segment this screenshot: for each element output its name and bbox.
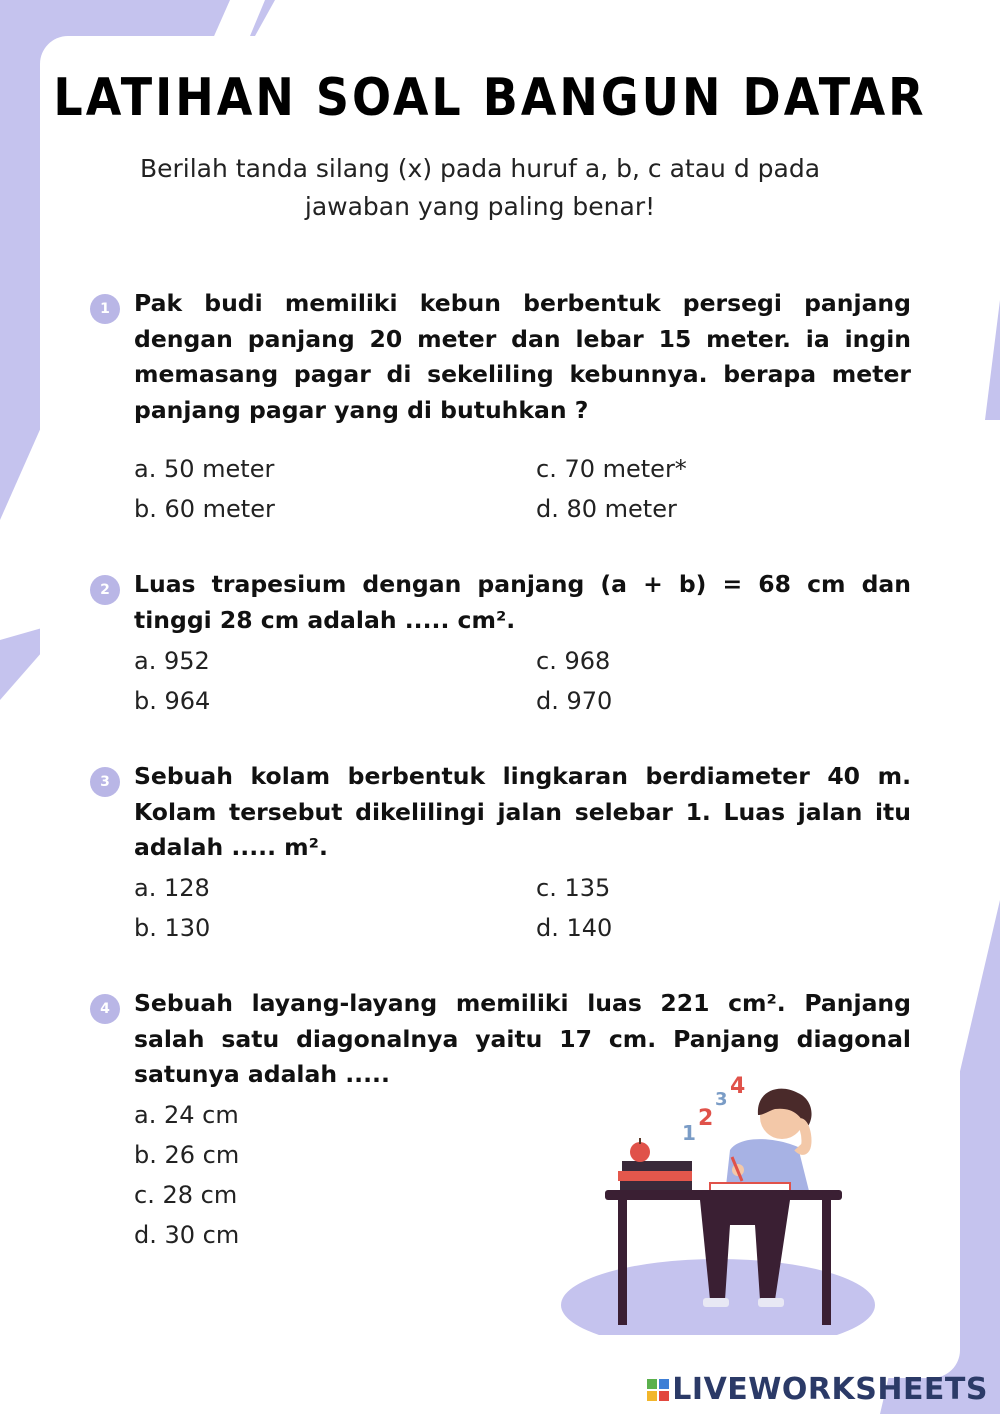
question-number-badge: 1 <box>90 294 120 324</box>
answer-option[interactable]: a. 50 meter <box>134 455 275 483</box>
liveworksheets-logo-icon <box>647 1379 669 1401</box>
answer-option[interactable]: c. 135 <box>536 874 611 902</box>
floating-number: 3 <box>715 1089 728 1110</box>
answer-option[interactable]: a. 128 <box>134 874 210 902</box>
brand-logo[interactable] <box>647 1372 988 1407</box>
page-title: LATIHAN SOAL BANGUN DATAR <box>53 66 927 128</box>
question-number-badge: 2 <box>90 575 120 605</box>
question-number-badge: 4 <box>90 994 120 1024</box>
answer-option[interactable]: c. 28 cm <box>134 1181 238 1209</box>
question-text: Luas trapesium dengan panjang (a + b) = 68 cm dan tinggi 28 cm adalah ..... cm². <box>134 570 911 634</box>
answer-option[interactable]: d. 30 cm <box>134 1221 240 1249</box>
question-number-badge: 3 <box>90 767 120 797</box>
question-text: Sebuah kolam berbentuk lingkaran berdiameter 40 m. Kolam tersebut dikelilingi jalan selebar 1. Luas jalan itu adalah ..... m². <box>134 762 911 861</box>
answer-option[interactable]: a. 952 <box>134 647 210 675</box>
answer-option[interactable]: a. 24 cm <box>134 1101 239 1129</box>
answer-option[interactable]: d. 970 <box>536 687 613 715</box>
question-text: Sebuah layang-layang memiliki luas 221 cm². Panjang salah satu diagonalnya yaitu 17 cm. Panjang diagonal satunya adalah ..... <box>134 989 911 1088</box>
floating-number: 1 <box>682 1121 696 1145</box>
answer-option[interactable]: b. 60 meter <box>134 495 275 523</box>
answer-option[interactable]: d. 80 meter <box>536 495 677 523</box>
answer-option[interactable]: c. 968 <box>536 647 611 675</box>
question-text: Pak budi memiliki kebun berbentuk persegi panjang dengan panjang 20 meter dan lebar 15 meter. ia ingin memasang pagar di sekeliling kebunnya. berapa meter panjang pagar yang di butuhkan ? <box>134 289 911 424</box>
answer-option[interactable]: d. 140 <box>536 914 613 942</box>
answer-option[interactable]: b. 26 cm <box>134 1141 240 1169</box>
instruction-text: Berilah tanda silang (x) pada huruf a, b, c atau d pada jawaban yang paling benar! <box>139 154 821 221</box>
floating-number: 4 <box>730 1074 746 1099</box>
brand-name: LIVEWORKSHEETS <box>672 1372 988 1407</box>
floating-number: 2 <box>698 1106 714 1131</box>
answer-option[interactable]: b. 130 <box>134 914 211 942</box>
answer-option[interactable]: b. 964 <box>134 687 211 715</box>
answer-option[interactable]: c. 70 meter* <box>536 455 687 483</box>
student-studying-illustration <box>560 1065 890 1335</box>
